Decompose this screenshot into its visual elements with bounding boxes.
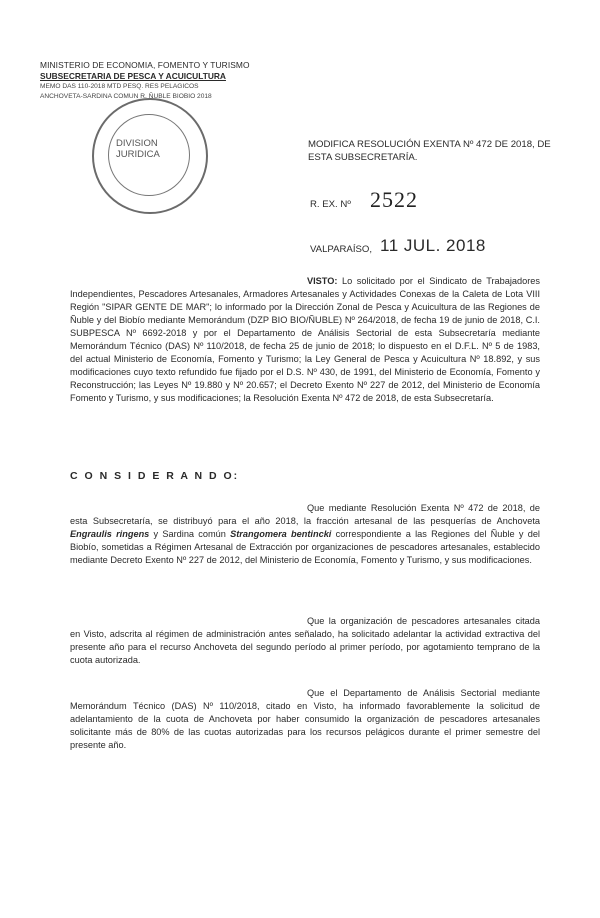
- date-stamp: 11 JUL. 2018: [380, 236, 486, 255]
- visto-paragraph: [70, 275, 540, 405]
- considerando-heading: C O N S I D E R A N D O:: [70, 470, 240, 482]
- resolution-number: 2522: [370, 187, 418, 212]
- visto-text: Lo solicitado por el Sindicato de Trabajadores Independientes, Pescadores Artesanales, Armadores Artesanales y Actividades Conexas de la Caleta de Lota VIII Región "SIPAR GENTE DE MAR"; lo informado por la Dirección Zonal de Pesca y Acuicultura de las Regiones de Ñuble y del Biobío mediante Memorándum (DZP BIO BIO/ÑUBLE) Nº 264/2018, de fecha 19 de junio de 2018, C.I. SUBPESCA Nº 6692-2018 y por el Departamento de Análisis Sectorial de esta Subsecretaría mediante Memorándum Técnico (DAS) Nº 110/2018, de fecha 25 de junio de 2018; lo dispuesto en el D.F.L. Nº 5 de 1983, del actual Ministerio de Economía, Fomento y Turismo; la Ley General de Pesca y Acuicultura Nº 18.892, y sus modificaciones cuyo texto refundido fue fijado por el D.S. Nº 430, de 1991, del Ministerio de Economía, Fomento y Reconstrucción; las Leyes Nº 19.880 y Nº 20.657; el Decreto Exento Nº 227 de 2012, del Ministerio de Economía Fomento y Turismo, y sus modificaciones; la Resolución Exenta Nº 472 de 2018, de esta Subsecretaría.: [70, 276, 540, 403]
- visto-heading: VISTO:: [307, 276, 338, 286]
- cons-p1-text-c: correspondiente a las Regiones del Ñuble y del Biobío, sometidas a Régimen Artesanal de Extracción por organizaciones de pescadores artesanales, establecido mediante Decreto Exento Nº 227 de 2012, del Ministerio de Economía, Fomento y Turismo, y sus modificaciones.: [70, 529, 540, 565]
- resolution-label: R. EX. Nº: [310, 199, 351, 210]
- stamp-line-2: JURIDICA: [116, 149, 160, 160]
- cons-p1-text-b: y Sardina común: [149, 529, 231, 539]
- considerando-paragraph-1: [70, 502, 540, 567]
- considerando-paragraph-3: Que el Departamento de Análisis Sectorial mediante Memorándum Técnico (DAS) Nº 110/2018, citado en Visto, ha informado favorablemente la solicitud de adelantamiento de la cuota de Anchoveta por haber consumido la organización de pescadores artesanales solicitante más de 80% de las cuotas autorizadas para los recursos pelágicos durante el primer semestre del presente año.: [70, 688, 540, 750]
- cons-p1-text-a: Que mediante Resolución Exenta Nº 472 de 2018, de esta Subsecretaría, se distribuyó para el año 2018, la fracción artesanal de las pesquerías de Anchoveta: [70, 503, 540, 526]
- stamp-text: [116, 138, 188, 160]
- document-title: MODIFICA RESOLUCIÓN EXENTA Nº 472 DE 2018, DE ESTA SUBSECRETARÍA.: [308, 139, 551, 163]
- considerando-paragraph-2: Que la organización de pescadores artesanales citada en Visto, adscrita al régimen de administración antes señalado, ha solicitado adelantar la actividad extractiva del presente año para el recurso Anchoveta del segundo período al primer período, por agotamiento temprano de la cuota autorizada.: [70, 616, 540, 665]
- letterhead: [40, 60, 250, 102]
- ministry-name: MINISTERIO DE ECONOMIA, FOMENTO Y TURISMO: [40, 60, 250, 70]
- species-name-sardina: Strangomera bentincki: [230, 529, 332, 539]
- reference-line-2: ANCHOVETA-SARDINA COMUN R. ÑUBLE BIOBIO 2018: [40, 93, 212, 100]
- reference-line-1: MEMO DAS 110-2018 MTD PESQ. RES PELAGICOS: [40, 83, 199, 90]
- place: VALPARAÍSO,: [310, 244, 373, 255]
- species-name-anchoveta: Engraulis ringens: [70, 529, 150, 539]
- stamp-line-1: DIVISION: [116, 138, 158, 149]
- division-juridica-stamp: [92, 98, 208, 214]
- subsecretaria-name: SUBSECRETARIA DE PESCA Y ACUICULTURA: [40, 71, 226, 81]
